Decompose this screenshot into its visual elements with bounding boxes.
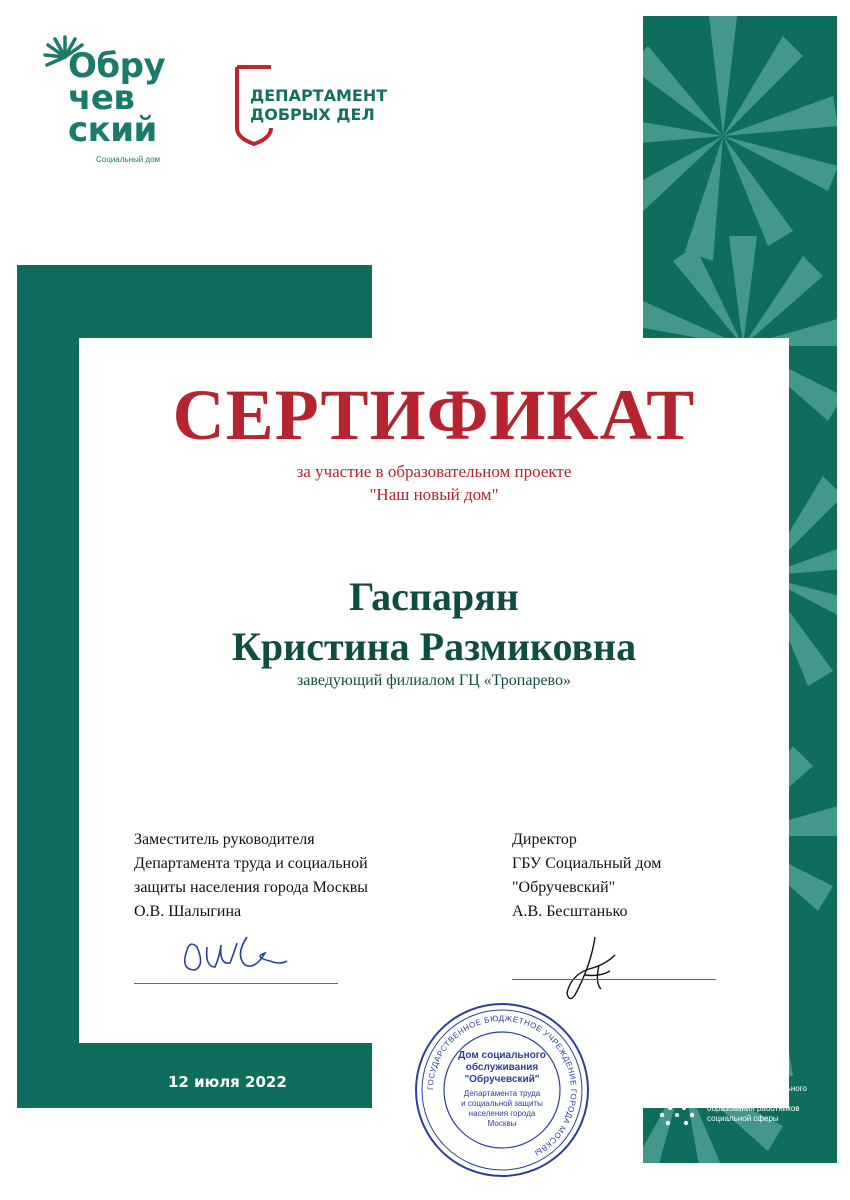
department-line-1: ДЕПАРТАМЕНТ	[250, 86, 388, 105]
logo-subtitle: Социальный дом	[96, 155, 161, 164]
stamp-line-6: населения города	[468, 1109, 536, 1118]
stamp-line-5: и социальной защиты	[461, 1099, 543, 1108]
recipient-position: заведующий филиалом ГЦ «Тропарево»	[296, 672, 571, 689]
institute-line-3: образования работников	[707, 1104, 800, 1113]
left-signatory-line-3: защиты населения города Москвы	[134, 879, 369, 896]
issue-date: 12 июля 2022	[168, 1073, 287, 1091]
certificate-title: СЕРТИФИКАТ	[172, 375, 696, 455]
left-signature-line	[134, 983, 338, 984]
right-signatory-line-3: "Обручевский"	[512, 879, 616, 896]
stamp-line-7: Москвы	[487, 1119, 517, 1128]
department-line-2: ДОБРЫХ ДЕЛ	[250, 105, 375, 124]
left-signatory-line-1: Заместитель руководителя	[134, 831, 315, 848]
subtitle-line-2: "Наш новый дом"	[369, 485, 499, 504]
right-signatory-line-1: Директор	[512, 831, 577, 848]
recipient-surname: Гаспарян	[349, 574, 519, 619]
stamp-line-2: обслуживания	[465, 1062, 539, 1073]
department-logo-text	[248, 86, 387, 124]
right-signature-line	[512, 979, 716, 980]
logo-line-1: Обру	[68, 46, 166, 86]
right-signatory-line-2: ГБУ Социальный дом	[512, 855, 662, 872]
recipient-given-names: Кристина Размиковна	[231, 624, 637, 669]
stamp-line-4: Департамента труда	[463, 1089, 541, 1098]
logo-line-3: ский	[68, 110, 157, 150]
institute-name	[707, 1084, 825, 1124]
official-stamp	[412, 1000, 592, 1180]
stamp-ring-text: ГОСУДАРСТВЕННОЕ БЮДЖЕТНОЕ УЧРЕЖДЕНИЕ ГОРОДА МОСКВЫ	[425, 1013, 579, 1158]
right-signatory-name: А.В. Бесштанько	[512, 903, 628, 920]
right-signatory	[512, 828, 661, 924]
institute-line-1: Институт дополнительного	[707, 1084, 807, 1093]
recipient-name	[79, 572, 789, 672]
obruchevsky-logo-text	[64, 46, 166, 150]
left-signatory	[134, 828, 368, 924]
left-signatory-name: О.В. Шалыгина	[134, 903, 242, 920]
logo-line-2: чев	[68, 78, 135, 118]
stamp-line-1: Дом социального	[458, 1050, 546, 1061]
stamp-line-3: "Обручевский"	[464, 1074, 540, 1085]
right-signature	[555, 935, 635, 1005]
subtitle-line-1: за участие в образовательном проекте	[296, 462, 572, 481]
certificate-subtitle	[79, 460, 789, 506]
institute-line-2: профессионального	[707, 1094, 782, 1103]
left-signatory-line-2: Департамента труда и социальной	[134, 855, 368, 872]
left-signature	[175, 925, 295, 985]
institute-logo-icon	[657, 1088, 697, 1128]
institute-line-4: социальной сферы	[707, 1114, 779, 1123]
